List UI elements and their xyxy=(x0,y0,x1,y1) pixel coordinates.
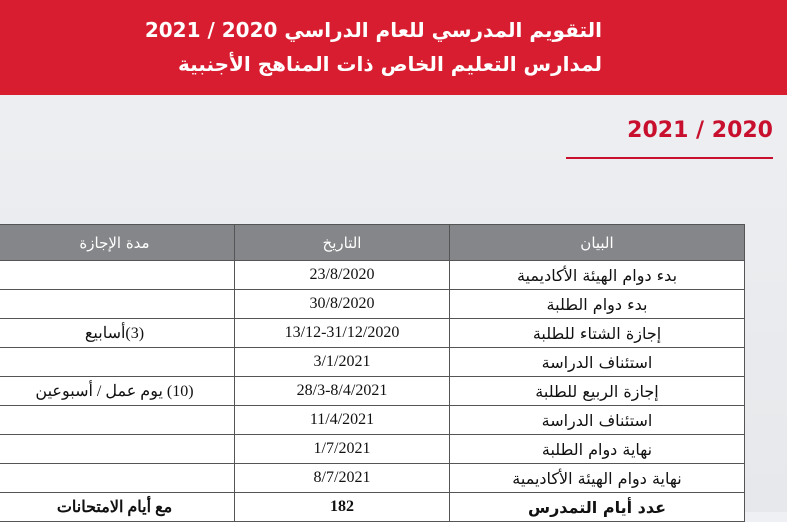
table-row xyxy=(0,435,745,464)
date-cell: 23/8/2020 xyxy=(235,261,450,290)
duration-cell xyxy=(0,435,235,464)
table-header-row xyxy=(0,225,745,261)
statement-cell: استئناف الدراسة xyxy=(450,406,745,435)
table-row xyxy=(0,348,745,377)
statement-cell: نهاية دوام الطلبة xyxy=(450,435,745,464)
duration-cell xyxy=(0,464,235,493)
duration-cell: (10) يوم عمل / أسبوعين xyxy=(0,377,235,406)
statement-cell: إجازة الشتاء للطلبة xyxy=(450,319,745,348)
duration-cell xyxy=(0,261,235,290)
school-calendar-table xyxy=(0,224,745,522)
header-duration: مدة الإجازة xyxy=(0,225,235,261)
duration-cell: (3)أسابيع xyxy=(0,319,235,348)
page-title-line-2: لمدارس التعليم الخاص ذات المناهج الأجنبية xyxy=(177,52,602,76)
statement-cell: بدء دوام الهيئة الأكاديمية xyxy=(450,261,745,290)
table-row xyxy=(0,406,745,435)
table-row xyxy=(0,290,745,319)
table-row xyxy=(0,377,745,406)
statement-cell: استئناف الدراسة xyxy=(450,348,745,377)
date-cell: 28/3-8/4/2021 xyxy=(235,377,450,406)
date-cell: 1/7/2021 xyxy=(235,435,450,464)
table-row-total xyxy=(0,493,745,522)
statement-cell: نهاية دوام الهيئة الأكاديمية xyxy=(450,464,745,493)
statement-cell: إجازة الربيع للطلبة xyxy=(450,377,745,406)
duration-cell xyxy=(0,348,235,377)
total-note-cell: مع أيام الامتحانات xyxy=(0,493,235,522)
academic-year-heading: 2021 / 2020 xyxy=(627,118,773,143)
table-row xyxy=(0,464,745,493)
date-cell: 8/7/2021 xyxy=(235,464,450,493)
header-statement: البيان xyxy=(450,225,745,261)
table-row xyxy=(0,261,745,290)
page-title-line-1: التقويم المدرسي للعام الدراسي 2020 / 2021 xyxy=(144,18,602,42)
year-heading-underline xyxy=(566,157,773,159)
table-row xyxy=(0,319,745,348)
header-band xyxy=(0,0,787,95)
duration-cell xyxy=(0,406,235,435)
date-cell: 30/8/2020 xyxy=(235,290,450,319)
duration-cell xyxy=(0,290,235,319)
total-days-cell: 182 xyxy=(235,493,450,522)
date-cell: 11/4/2021 xyxy=(235,406,450,435)
date-cell: 3/1/2021 xyxy=(235,348,450,377)
statement-cell: بدء دوام الطلبة xyxy=(450,290,745,319)
total-statement-cell: عدد أيام التمدرس xyxy=(450,493,745,522)
date-cell: 13/12-31/12/2020 xyxy=(235,319,450,348)
header-date: التاريخ xyxy=(235,225,450,261)
